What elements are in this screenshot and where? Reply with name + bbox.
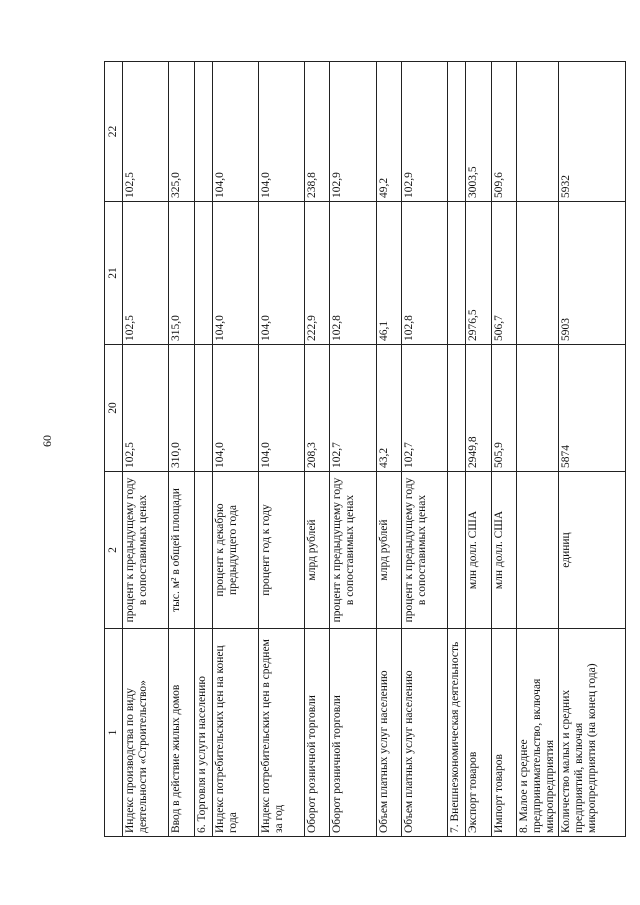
unit-cell: тыс. м² в общей площади [169,472,194,629]
unit-cell: процент к предыдущему году в сопоставимых ценах [330,472,376,629]
value-cell-20: 505,9 [491,345,516,472]
indicator-cell: Объем платных услуг населению [402,629,448,837]
value-cell-20: 310,0 [169,345,194,472]
page-number: 60 [40,435,54,447]
unit-cell: млрд рублей [304,472,329,629]
empty-cell [194,345,212,472]
empty-cell [517,202,559,345]
table-row [212,62,258,837]
indicator-cell: Индекс производства по виду деятельности «Строительство» [123,629,169,837]
value-cell-21: 2976,5 [466,202,491,345]
value-cell-20: 102,7 [402,345,448,472]
value-cell-21: 315,0 [169,202,194,345]
empty-cell [517,345,559,472]
section-title: 6. Торговля и услуги населению [194,629,212,837]
section-title: 8. Малое и среднее предпринимательство, включая микропредприятия [517,629,559,837]
value-cell-21: 102,8 [402,202,448,345]
empty-cell [194,472,212,629]
section-row [448,62,466,837]
value-cell-20: 102,5 [123,345,169,472]
value-cell-22: 325,0 [169,62,194,202]
value-cell-20: 2949,8 [466,345,491,472]
value-cell-21: 506,7 [491,202,516,345]
section-row [194,62,212,837]
value-cell-22: 238,8 [304,62,329,202]
indicator-cell: Объем платных услуг населению [376,629,401,837]
rotated-table-container [104,62,626,837]
value-cell-22: 104,0 [212,62,258,202]
value-cell-21: 46,1 [376,202,401,345]
indicator-cell: Оборот розничной торговли [330,629,376,837]
value-cell-22: 102,9 [330,62,376,202]
unit-cell: млн долл. США [491,472,516,629]
indicator-cell: Количество малых и средних предприятий, включая микропредприятия (на конец года) [559,629,626,837]
value-cell-21: 5903 [559,202,626,345]
table-row [402,62,448,837]
value-cell-21: 222,9 [304,202,329,345]
empty-cell [194,62,212,202]
value-cell-20: 104,0 [212,345,258,472]
unit-cell: млн долл. США [466,472,491,629]
indicator-cell: Импорт товаров [491,629,516,837]
empty-cell [448,472,466,629]
empty-cell [517,62,559,202]
value-cell-20: 5874 [559,345,626,472]
section-row [517,62,559,837]
value-cell-21: 104,0 [212,202,258,345]
value-cell-22: 49,2 [376,62,401,202]
value-cell-22: 102,9 [402,62,448,202]
indicator-cell: Индекс потребительских цен на конец года [212,629,258,837]
header-cell: 1 [105,629,123,837]
value-cell-20: 208,3 [304,345,329,472]
value-cell-20: 102,7 [330,345,376,472]
statistics-table [104,61,626,837]
header-cell: 20 [105,345,123,472]
table-row [330,62,376,837]
header-cell: 22 [105,62,123,202]
table-row [258,62,304,837]
table-row [376,62,401,837]
header-cell: 21 [105,202,123,345]
value-cell-20: 104,0 [258,345,304,472]
unit-cell: единиц [559,472,626,629]
table-row [559,62,626,837]
unit-cell: млрд рублей [376,472,401,629]
unit-cell: процент к предыдущему году в сопоставимых ценах [123,472,169,629]
value-cell-22: 102,5 [123,62,169,202]
table-row [491,62,516,837]
header-cell: 2 [105,472,123,629]
value-cell-22: 5932 [559,62,626,202]
value-cell-20: 43,2 [376,345,401,472]
empty-cell [448,202,466,345]
value-cell-22: 3003,5 [466,62,491,202]
empty-cell [448,62,466,202]
section-title: 7. Внешнеэкономическая деятельность [448,629,466,837]
value-cell-22: 509,6 [491,62,516,202]
indicator-cell: Оборот розничной торговли [304,629,329,837]
empty-cell [517,472,559,629]
indicator-cell: Ввод в действие жилых домов [169,629,194,837]
table-row [466,62,491,837]
unit-cell: процент к декабрю предыдущего года [212,472,258,629]
unit-cell: процент год к году [258,472,304,629]
indicator-cell: Индекс потребительских цен в среднем за год [258,629,304,837]
value-cell-21: 104,0 [258,202,304,345]
unit-cell: процент к предыдущему году в сопоставимых ценах [402,472,448,629]
table-row [169,62,194,837]
value-cell-22: 104,0 [258,62,304,202]
table-row [304,62,329,837]
table-row [123,62,169,837]
table-body [105,62,626,837]
value-cell-21: 102,8 [330,202,376,345]
empty-cell [448,345,466,472]
header-row [105,62,123,837]
empty-cell [194,202,212,345]
indicator-cell: Экспорт товаров [466,629,491,837]
value-cell-21: 102,5 [123,202,169,345]
